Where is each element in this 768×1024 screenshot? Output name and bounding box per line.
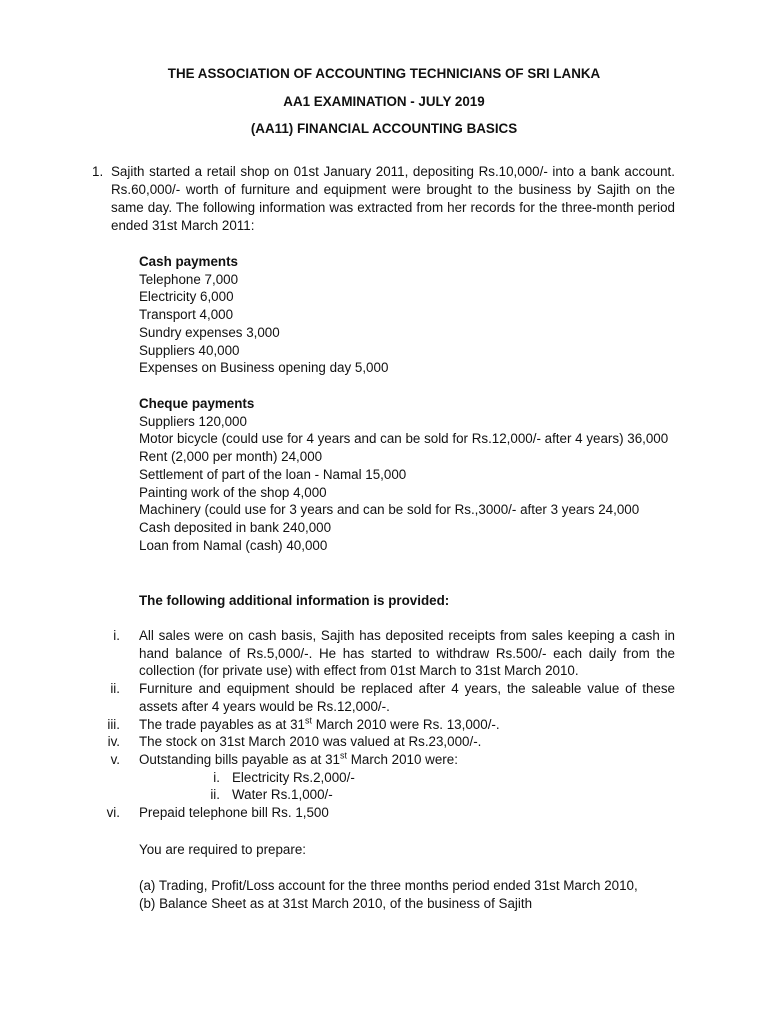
note-text-part: March 2010 were Rs. 13,000/-. — [312, 716, 500, 732]
additional-info-heading: The following additional information is provided: — [139, 593, 450, 608]
note-numeral: ii. — [110, 681, 120, 697]
cash-payment-item: Expenses on Business opening day 5,000 — [139, 360, 389, 376]
note-text-part: The trade payables as at 31 — [139, 716, 306, 732]
cash-payment-item: Telephone 7,000 — [139, 271, 239, 287]
cheque-payment-item: Machinery (could use for 3 years and can be sold for Rs.,3000/- after 3 years 24,000 — [139, 502, 640, 518]
requirement-intro: You are required to prepare: — [139, 842, 307, 857]
cheque-payment-item: Painting work of the shop 4,000 — [139, 484, 327, 500]
sub-numeral: ii. — [210, 787, 220, 803]
note-numeral: i. — [113, 628, 120, 643]
sub-text: Electricity Rs.2,000/- — [232, 769, 355, 785]
cash-payments-block — [139, 253, 675, 377]
exam-title: AA1 EXAMINATION - JULY 2019 — [283, 94, 485, 109]
cheque-payment-item: Suppliers 120,000 — [139, 413, 247, 429]
paper-title: (AA11) FINANCIAL ACCOUNTING BASICS — [250, 121, 518, 136]
outstanding-bills-list — [0, 769, 768, 804]
note-item — [0, 680, 768, 715]
requirement-part-a: (a) Trading, Profit/Loss account for the three months period ended 31st March 2010, — [139, 878, 638, 893]
note-text: Furniture and equipment should be replaced after 4 years, the saleable value of these assets after 4 years would be Rs.12,000/-. — [139, 681, 675, 714]
note-text: Prepaid telephone bill Rs. 1,500 — [139, 805, 329, 821]
note-numeral: v. — [110, 751, 120, 767]
cheque-payments-heading: Cheque payments — [139, 396, 255, 411]
note-numeral: vi. — [106, 805, 120, 821]
note-text-part: March 2010 were: — [347, 751, 458, 767]
note-item — [0, 804, 768, 822]
note-numeral: iv. — [107, 734, 120, 750]
cash-payment-item: Electricity 6,000 — [139, 289, 234, 305]
institution-title: THE ASSOCIATION OF ACCOUNTING TECHNICIANS OF SRI LANKA — [167, 66, 601, 81]
cash-payment-item: Transport 4,000 — [139, 307, 234, 323]
question-intro: Sajith started a retail shop on 01st January 2011, depositing Rs.10,000/- into a bank account. Rs.60,000/- worth of furniture and equipment were brought to the business by Sajith on the same day. The following information was extracted from her records for the three-month period ended 31st March 2011: — [111, 164, 675, 233]
note-text — [139, 751, 675, 769]
requirement-parts — [139, 877, 638, 913]
requirement-part-b: (b) Balance Sheet as at 31st March 2010, of the business of Sajith — [139, 896, 533, 911]
ordinal-suffix: st — [340, 750, 348, 761]
cheque-payment-item: Settlement of part of the loan - Namal 15,000 — [139, 466, 407, 482]
note-item — [0, 733, 768, 751]
note-text-part: Outstanding bills payable as at 31 — [139, 751, 340, 767]
note-item — [0, 627, 768, 680]
note-item — [0, 716, 768, 734]
ordinal-suffix: st — [305, 715, 313, 726]
cash-payment-item: Suppliers 40,000 — [139, 342, 240, 358]
sub-item — [0, 769, 768, 787]
note-item — [0, 751, 768, 769]
cheque-payment-item: Cash deposited in bank 240,000 — [139, 519, 332, 535]
cheque-payment-item: Rent (2,000 per month) 24,000 — [139, 449, 323, 465]
note-numeral: iii. — [107, 716, 120, 732]
sub-numeral: i. — [213, 769, 220, 785]
cash-payments-heading: Cash payments — [139, 254, 238, 269]
cheque-payment-item: Loan from Namal (cash) 40,000 — [139, 537, 328, 553]
note-text — [139, 716, 675, 734]
note-text: The stock on 31st March 2010 was valued at Rs.23,000/-. — [139, 734, 482, 750]
cash-payment-item: Sundry expenses 3,000 — [139, 324, 280, 340]
additional-info-list — [0, 627, 768, 822]
question-number: 1. — [92, 164, 104, 179]
note-text: All sales were on cash basis, Sajith has deposited receipts from sales keeping a cash in hand balance of Rs.5,000/-. He has started to withdraw Rs.500/- each daily from the collection (for private use) with effect from 01st March to 31st March 2010. — [139, 628, 675, 679]
sub-item — [0, 786, 768, 804]
sub-text: Water Rs.1,000/- — [232, 787, 333, 803]
cheque-payments-block — [139, 395, 675, 554]
cheque-payment-item: Motor bicycle (could use for 4 years and can be sold for Rs.12,000/- after 4 years) 36,000 — [139, 431, 669, 447]
